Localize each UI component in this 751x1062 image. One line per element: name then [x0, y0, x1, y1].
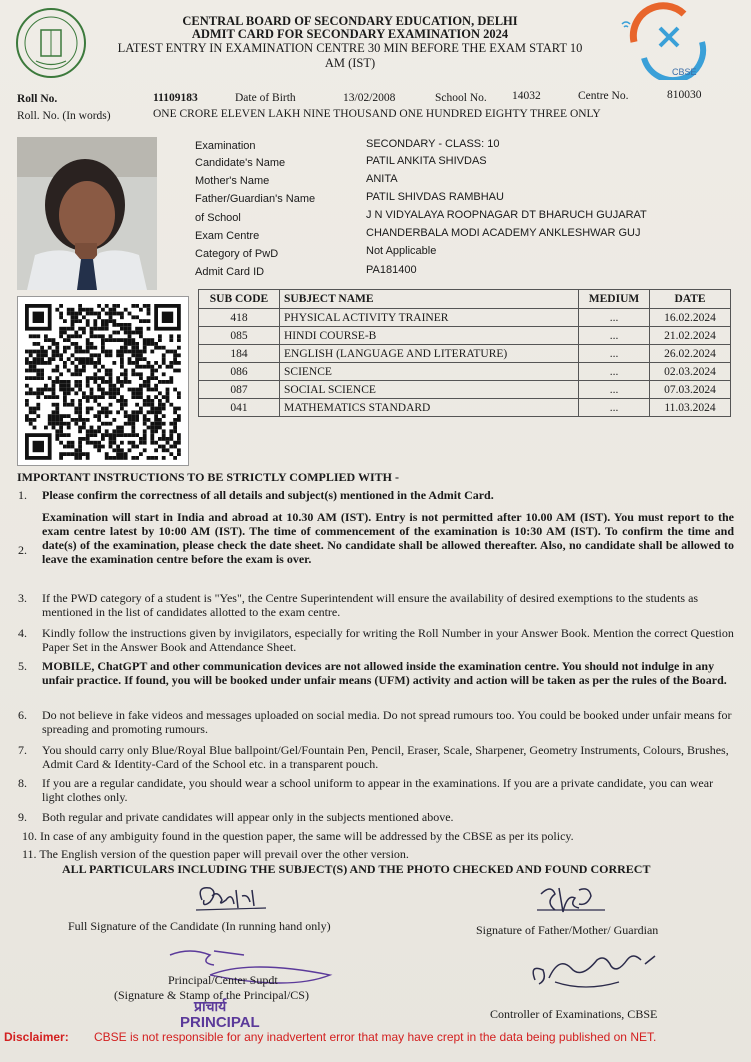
- roll-no-value: 11109183: [153, 92, 198, 104]
- candidate-name-label: Candidate's Name: [195, 157, 286, 169]
- instruction-2: Examination will start in India and abroad at 10.30 AM (IST). Entry is not permitted after 10.00 AM (IST). You must report to the exam centre latest by 10:00 AM (IST). The time of commencement of the examination is 10:30 AM (IST). To confirm the time and date(s) of the examination, please check the date sheet. No candidate shall be allowed thereafter. Also, no candidate shall be allowed to leave the examination centre before the exam is over.: [42, 510, 734, 566]
- instruction-3: If the PWD category of a student is "Yes", the Centre Superintendent will ensure the availability of desired exemptions to the students as mentioned in the list of candidates allotted to the exam centre.: [42, 591, 699, 619]
- dob-label: Date of Birth: [235, 92, 296, 104]
- stamp-hindi-text: प्राचार्य: [194, 999, 227, 1015]
- candidate-photo: [17, 137, 157, 290]
- instruction-4: Kindly follow the instructions given by invigilators, especially for writing the Roll Number in your Answer Book. Mention the correct Question Paper Set in the Answer Book and Attendance Sheet.: [42, 626, 734, 654]
- candidate-signature: [192, 880, 272, 920]
- cbse-digital-logo: [614, 2, 716, 80]
- instruction-11: 11. The English version of the question paper will prevail over the other version.: [22, 847, 409, 861]
- candidate-name-value: PATIL ANKITA SHIVDAS: [366, 155, 487, 167]
- controller-label: Controller of Examinations, CBSE: [490, 1007, 658, 1021]
- sub-code-cell: 041: [199, 399, 280, 417]
- instruction-number: 4.: [18, 626, 27, 640]
- date-cell: 02.03.2024: [650, 363, 731, 381]
- school-label: of School: [195, 212, 241, 224]
- subject-name-cell: PHYSICAL ACTIVITY TRAINER: [280, 309, 579, 327]
- roll-words-label: Roll. No. (In words): [17, 110, 111, 122]
- mother-name-label: Mother's Name: [195, 175, 270, 187]
- centre-no-label: Centre No.: [578, 90, 629, 102]
- dob-value: 13/02/2008: [343, 92, 396, 104]
- sub-code-cell: 086: [199, 363, 280, 381]
- subject-name-cell: SCIENCE: [280, 363, 579, 381]
- particulars-confirmation: ALL PARTICULARS INCLUDING THE SUBJECT(S) AND THE PHOTO CHECKED AND FOUND CORRECT: [62, 862, 651, 876]
- father-name-label: Father/Guardian's Name: [195, 193, 316, 205]
- table-row: [199, 309, 731, 327]
- sub-code-cell: 184: [199, 345, 280, 363]
- school-no-value: 14032: [512, 90, 541, 102]
- subject-name-cell: ENGLISH (LANGUAGE AND LITERATURE): [280, 345, 579, 363]
- date-cell: 11.03.2024: [650, 399, 731, 417]
- board-title: CENTRAL BOARD OF SECONDARY EDUCATION, DELHI: [182, 14, 518, 28]
- subject-table-header: [199, 290, 731, 309]
- stamp-principal-text: PRINCIPAL: [180, 1014, 260, 1031]
- subject-table: [198, 289, 731, 417]
- guardian-signature: [535, 880, 615, 920]
- pwd-category-value: Not Applicable: [366, 245, 437, 257]
- medium-cell: ...: [579, 345, 650, 363]
- logo-cbse-text: CBSE: [672, 67, 697, 77]
- table-row: [199, 381, 731, 399]
- candidate-signature-label: Full Signature of the Candidate (In running hand only): [68, 919, 331, 933]
- exam-centre-value: CHANDERBALA MODI ACADEMY ANKLESHWAR GUJ: [366, 227, 641, 239]
- instruction-7: You should carry only Blue/Royal Blue ballpoint/Gel/Fountain Pen, Pencil, Eraser, Scale, Sharpener, Geometry Instruments, Colours, Brushes, Admit Card & Identity-Card of the School etc. in a transparent pouch.: [42, 743, 729, 771]
- medium-cell: ...: [579, 381, 650, 399]
- instruction-9: Both regular and private candidates will appear only in the subjects mentioned above.: [42, 810, 454, 824]
- instruction-number: 5.: [18, 659, 27, 673]
- controller-signature: [525, 950, 675, 998]
- instruction-1: Please confirm the correctness of all details and subject(s) mentioned in the Admit Card.: [42, 488, 494, 502]
- entry-notice-line2: AM (IST): [324, 56, 376, 70]
- instruction-8: If you are a regular candidate, you should wear a school uniform to appear in the examinations. If you are a private candidate, you can wear light clothes only.: [42, 776, 714, 804]
- pwd-category-label: Category of PwD: [195, 248, 279, 260]
- subject-name-header: SUBJECT NAME: [280, 290, 579, 309]
- instruction-6: Do not believe in fake videos and messages uploaded on social media. Do not spread rumours too. You could be booked under unfair means for spreading and promoting rumours.: [42, 708, 732, 736]
- examination-label: Examination: [195, 140, 256, 152]
- entry-notice-line1: LATEST ENTRY IN EXAMINATION CENTRE 30 MIN BEFORE THE EXAM START 10: [117, 41, 583, 55]
- cbse-emblem-logo: [14, 6, 88, 80]
- school-no-label: School No.: [435, 92, 487, 104]
- medium-cell: ...: [579, 309, 650, 327]
- date-cell: 16.02.2024: [650, 309, 731, 327]
- roll-words-value: ONE CRORE ELEVEN LAKH NINE THOUSAND ONE HUNDRED EIGHTY THREE ONLY: [153, 108, 601, 120]
- sub-code-cell: 418: [199, 309, 280, 327]
- disclaimer-text: CBSE is not responsible for any inadvertent error that may have crept in the data being published on NET.: [94, 1030, 657, 1044]
- medium-header: MEDIUM: [579, 290, 650, 309]
- admit-card-id-label: Admit Card ID: [195, 266, 265, 278]
- date-header: DATE: [650, 290, 731, 309]
- table-row: [199, 399, 731, 417]
- subject-name-cell: SOCIAL SCIENCE: [280, 381, 579, 399]
- instruction-number: 7.: [18, 743, 27, 757]
- instruction-number: 8.: [18, 776, 27, 790]
- table-row: [199, 327, 731, 345]
- sub-code-cell: 087: [199, 381, 280, 399]
- school-value: J N VIDYALAYA ROOPNAGAR DT BHARUCH GUJARAT: [366, 209, 647, 221]
- table-row: [199, 345, 731, 363]
- instruction-number: 9.: [18, 810, 27, 824]
- instruction-number: 6.: [18, 708, 27, 722]
- admit-card-title: ADMIT CARD FOR SECONDARY EXAMINATION 2024: [191, 27, 509, 41]
- sub-code-cell: 085: [199, 327, 280, 345]
- medium-cell: ...: [579, 327, 650, 345]
- date-cell: 26.02.2024: [650, 345, 731, 363]
- medium-cell: ...: [579, 363, 650, 381]
- admit-card-id-value: PA181400: [366, 264, 417, 276]
- disclaimer-label: Disclaimer:: [4, 1030, 69, 1044]
- instruction-number: 3.: [18, 591, 27, 605]
- father-name-value: PATIL SHIVDAS RAMBHAU: [366, 191, 504, 203]
- date-cell: 21.02.2024: [650, 327, 731, 345]
- subject-name-cell: HINDI COURSE-B: [280, 327, 579, 345]
- mother-name-value: ANITA: [366, 173, 398, 185]
- principal-stamp-label: (Signature & Stamp of the Principal/CS): [114, 988, 309, 1002]
- subject-name-cell: MATHEMATICS STANDARD: [280, 399, 579, 417]
- principal-label: Principal/Center Supdt: [168, 973, 278, 987]
- table-row: [199, 363, 731, 381]
- sub-code-header: SUB CODE: [199, 290, 280, 309]
- instruction-number: 1.: [18, 488, 27, 502]
- guardian-signature-label: Signature of Father/Mother/ Guardian: [476, 923, 659, 937]
- medium-cell: ...: [579, 399, 650, 417]
- instruction-number: 2.: [18, 543, 27, 557]
- examination-value: SECONDARY - CLASS: 10: [366, 138, 500, 150]
- instruction-10: 10. In case of any ambiguity found in the question paper, the same will be addressed by the CBSE as per its policy.: [22, 829, 574, 843]
- instructions-title: IMPORTANT INSTRUCTIONS TO BE STRICTLY COMPLIED WITH -: [17, 470, 400, 484]
- centre-no-value: 810030: [667, 89, 702, 101]
- qr-code: [17, 296, 189, 466]
- exam-centre-label: Exam Centre: [195, 230, 260, 242]
- roll-no-label: Roll No.: [17, 93, 58, 105]
- date-cell: 07.03.2024: [650, 381, 731, 399]
- instruction-5: MOBILE, ChatGPT and other communication devices are not allowed inside the examination centre. You should not indulge in any unfair practice. If found, you will be booked under unfair means (UFM) activity and action will be taken as per the rules of the Board.: [42, 659, 727, 687]
